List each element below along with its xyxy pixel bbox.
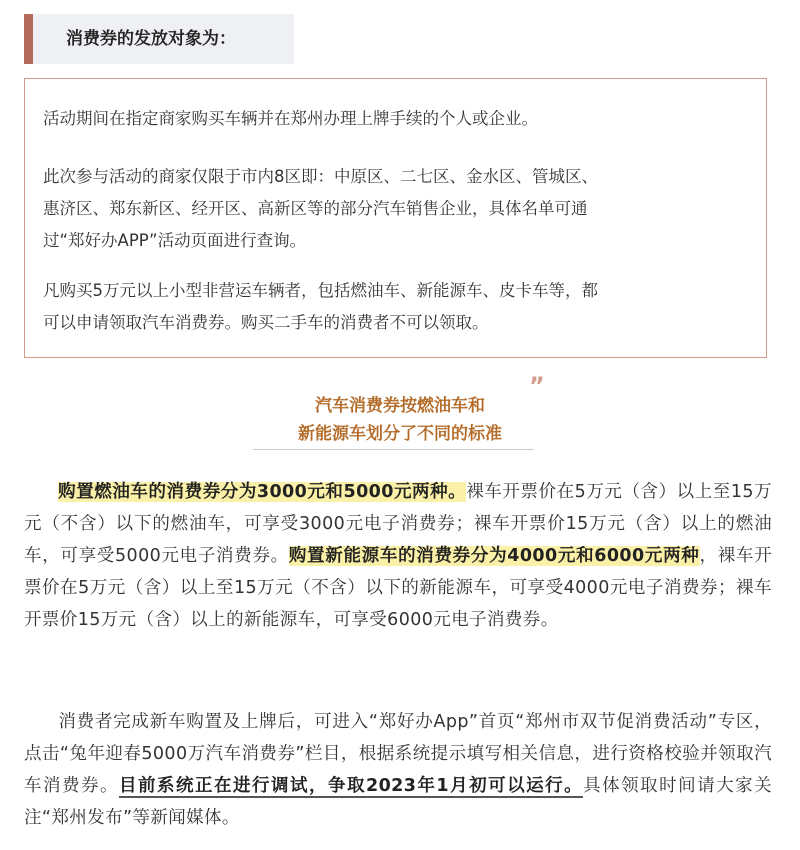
eligibility-para-2-line-3: 过“郑好办APP”活动页面进行查询。: [43, 231, 307, 250]
header-title: 消费券的发放对象为：: [66, 29, 236, 49]
underlined-system-status: 目前系统正在进行调试，争取2023年1月初可以运行。: [119, 776, 584, 796]
highlight-nev-voucher: 购置新能源车的消费券分为4000元和6000元两种: [288, 546, 700, 566]
eligibility-para-2-line-1: 此次参与活动的商家仅限于市内8区即：中原区、二七区、金水区、管城区、: [43, 167, 598, 186]
nev-voucher-detail: ，裸车开票价在5万元（含）以上至15万元（不含）以下的新能源车，可享受4000元电子消费券；裸车开票价15万元（含）以上的新能源车，可享受6000元电子消费券。: [24, 546, 773, 630]
section-subtitle-line-1: 汽车消费券按燃油车和: [315, 396, 485, 416]
quote-mark-icon: ”: [529, 372, 545, 400]
eligibility-para-3-line-2: 可以申请领取汽车消费券。购买二手车的消费者不可以领取。: [43, 313, 489, 332]
claim-process-detail: 消费者完成新车购置及上牌后，可进入“郑好办App”首页“郑州市双节促消费活动”专区，点击“兔年迎春5000万汽车消费券”栏目，根据系统提示填写相关信息，进行资格校验并领取汽车消费券。: [24, 712, 772, 796]
eligibility-para-3-line-1: 凡购买5万元以上小型非营运车辆者，包括燃油车、新能源车、皮卡车等，都: [43, 281, 598, 300]
highlight-fuel-voucher: 购置燃油车的消费券分为3000元和5000元两种。: [58, 482, 467, 502]
claim-process-paragraph: [24, 706, 772, 834]
voucher-standard-paragraph: [24, 476, 772, 636]
section-subtitle-line-2: 新能源车划分了不同的标准: [298, 424, 502, 444]
fuel-voucher-detail: 裸车开票价在5万元（含）以上至15万元（不含）以下的燃油车，可享受3000元电子消费券；裸车开票价15万元（含）以上的燃油车，可享受5000元电子消费券。: [24, 482, 772, 566]
section-header: [24, 14, 294, 64]
eligibility-box: [24, 78, 767, 358]
header-accent-bar: [24, 14, 33, 64]
subtitle-divider: [253, 449, 534, 450]
eligibility-para-1: 活动期间在指定商家购买车辆并在郑州办理上牌手续的个人或企业。: [43, 109, 538, 128]
eligibility-para-2-line-2: 惠济区、郑东新区、经开区、高新区等的部分汽车销售企业，具体名单可通: [43, 199, 588, 218]
claim-time-note: 具体领取时间请大家关注“郑州发布”等新闻媒体。: [24, 776, 773, 828]
